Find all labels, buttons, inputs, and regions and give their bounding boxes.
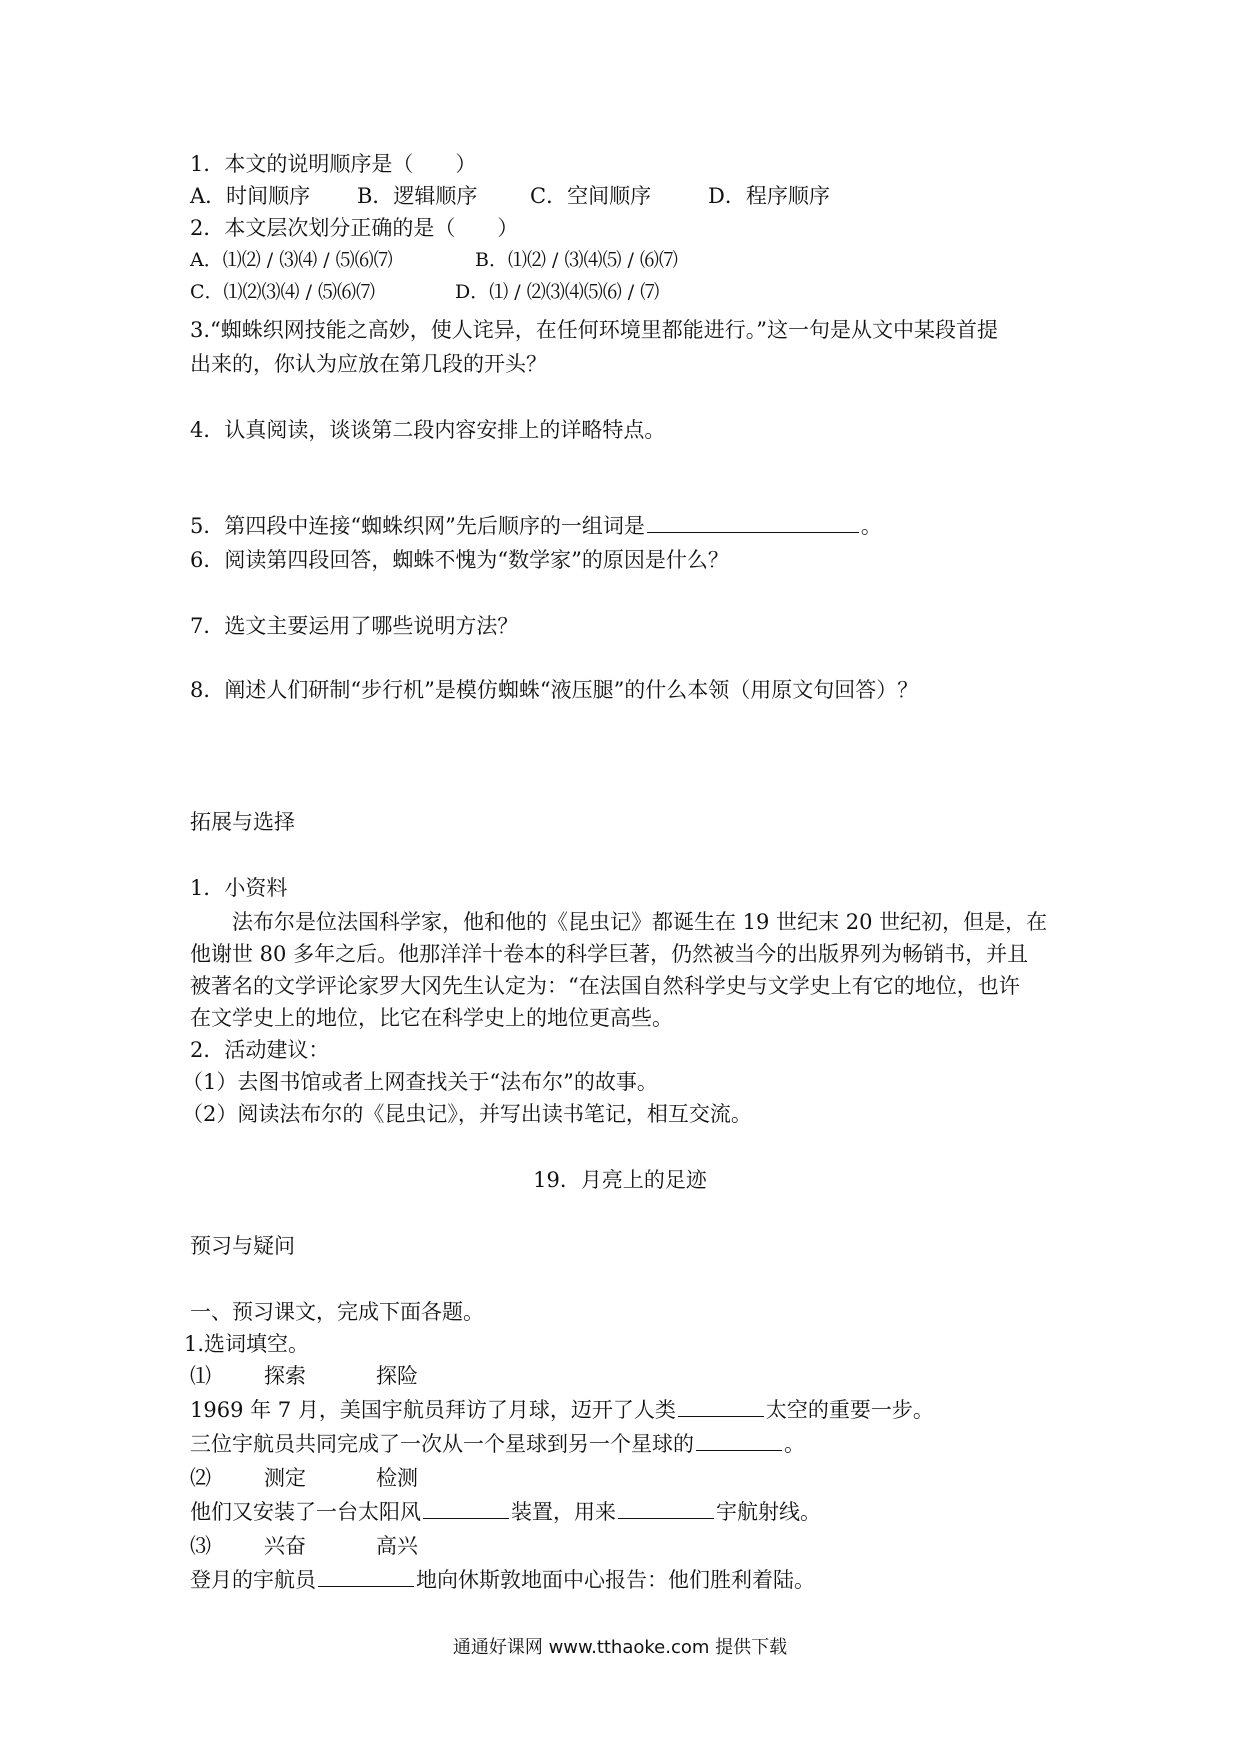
sentence-2-before: 三位宇航员共同完成了一次从一个星球到另一个星球的: [190, 1432, 694, 1456]
extension-item2: 2．活动建议：: [190, 1038, 330, 1062]
extension-para-line1: 法布尔是位法国科学家，他和他的《昆虫记》都诞生在 19 世纪末 20 世纪初，但是，在: [232, 910, 1048, 934]
q2-option-c: C．⑴⑵⑶⑷ / ⑸⑹⑺: [190, 281, 376, 303]
q5-text: [190, 512, 882, 540]
page-footer: 通通好课网 www.tthaoke.com 提供下载: [452, 1637, 788, 1658]
q2-options-row2: [190, 278, 659, 306]
extension-item1: 1．小资料: [190, 876, 288, 900]
preview-heading: 预习与疑问: [190, 1234, 295, 1258]
sentence-1-after: 太空的重要一步。: [765, 1398, 934, 1422]
sentence-4-blank[interactable]: [318, 1566, 414, 1587]
sentence-3-part-a: 他们又安装了一台太阳风: [190, 1500, 421, 1524]
word-group-1-option-2: 探险: [376, 1364, 418, 1388]
sentence-4-before: 登月的宇航员: [190, 1568, 316, 1592]
sentence-3: [190, 1498, 821, 1526]
sentence-2: [190, 1430, 805, 1458]
word-group-1-option-1: 探索: [264, 1364, 306, 1388]
q2-option-a: A．⑴⑵ / ⑶⑷ / ⑸⑹⑺: [190, 249, 393, 271]
q1-option-c: C．空间顺序: [530, 184, 652, 208]
q1-option-a: A．时间顺序: [190, 184, 311, 208]
sentence-2-after: 。: [784, 1432, 805, 1456]
sentence-4: [190, 1566, 815, 1594]
word-group-2: [190, 1464, 418, 1492]
task1-heading: 1.选词填空。: [184, 1332, 310, 1356]
word-group-1-number: ⑴: [190, 1364, 211, 1388]
sentence-2-blank[interactable]: [696, 1430, 782, 1451]
q6-text: 6．阅读第四段回答，蜘蛛不愧为“数学家”的原因是什么？: [190, 548, 729, 572]
q2-option-d: D．⑴ / ⑵⑶⑷⑸⑹ / ⑺: [455, 281, 660, 303]
q5-answer-blank[interactable]: [647, 512, 859, 533]
extension-sub2: （2）阅读法布尔的《昆虫记》，并写出读书笔记，相互交流。: [182, 1102, 752, 1126]
q3-line2: 出来的，你认为应放在第几段的开头？: [190, 352, 547, 376]
word-group-1: [190, 1362, 418, 1390]
extension-sub1: （1）去图书馆或者上网查找关于“法布尔”的故事。: [182, 1070, 658, 1094]
extension-para-line2: 他谢世 80 多年之后。他那洋洋十卷本的科学巨著，仍然被当今的出版界列为畅销书，并且: [190, 942, 1029, 966]
word-group-2-option-2: 检测: [376, 1466, 418, 1490]
sentence-4-after: 地向休斯敦地面中心报告：他们胜利着陆。: [416, 1568, 815, 1592]
word-group-2-number: ⑵: [190, 1466, 211, 1490]
word-group-3-number: ⑶: [190, 1534, 211, 1558]
q5-before: 5．第四段中连接“蜘蛛织网”先后顺序的一组词是: [190, 514, 645, 538]
sentence-3-blank-2[interactable]: [618, 1498, 714, 1519]
sentence-1-blank[interactable]: [678, 1396, 764, 1417]
q1-options: [190, 182, 830, 210]
word-group-3-option-2: 高兴: [376, 1534, 418, 1558]
section1-heading: 一、预习课文，完成下面各题。: [190, 1300, 484, 1324]
q8-text: 8．阐述人们研制“步行机”是模仿蜘蛛“液压腿”的什么本领（用原文句回答）？: [190, 678, 919, 702]
word-group-3-option-1: 兴奋: [264, 1534, 306, 1558]
word-group-3: [190, 1532, 418, 1560]
extension-para-line4: 在文学史上的地位，比它在科学史上的地位更高些。: [190, 1006, 673, 1030]
q2-option-b: B．⑴⑵ / ⑶⑷⑸ / ⑹⑺: [475, 249, 678, 271]
extension-heading: 拓展与选择: [190, 810, 295, 834]
sentence-3-blank-1[interactable]: [423, 1498, 509, 1519]
sentence-3-part-c: 宇航射线。: [716, 1500, 821, 1524]
q5-after: 。: [860, 514, 882, 538]
q1-stem: 1．本文的说明顺序是（ ）: [190, 152, 477, 176]
sentence-3-part-b: 装置，用来: [511, 1500, 616, 1524]
q1-option-d: D．程序顺序: [708, 184, 830, 208]
word-group-2-option-1: 测定: [264, 1466, 306, 1490]
sentence-1: [190, 1396, 934, 1424]
sentence-1-before: 1969 年 7 月，美国宇航员拜访了月球，迈开了人类: [190, 1398, 676, 1422]
q7-text: 7．选文主要运用了哪些说明方法？: [190, 614, 519, 638]
q1-option-b: B．逻辑顺序: [357, 184, 478, 208]
extension-para-line3: 被著名的文学评论家罗大冈先生认定为：“在法国自然科学史与文学史上有它的地位，也许: [190, 974, 1020, 998]
q2-stem: 2．本文层次划分正确的是（ ）: [190, 216, 519, 240]
q2-options-row1: [190, 246, 678, 274]
lesson-title: 19．月亮上的足迹: [533, 1168, 707, 1192]
q4-text: 4．认真阅读，谈谈第二段内容安排上的详略特点。: [190, 418, 666, 442]
q3-line1: 3.“蜘蛛织网技能之高妙，使人诧异，在任何环境里都能进行。”这一句是从文中某段首提: [190, 318, 999, 342]
